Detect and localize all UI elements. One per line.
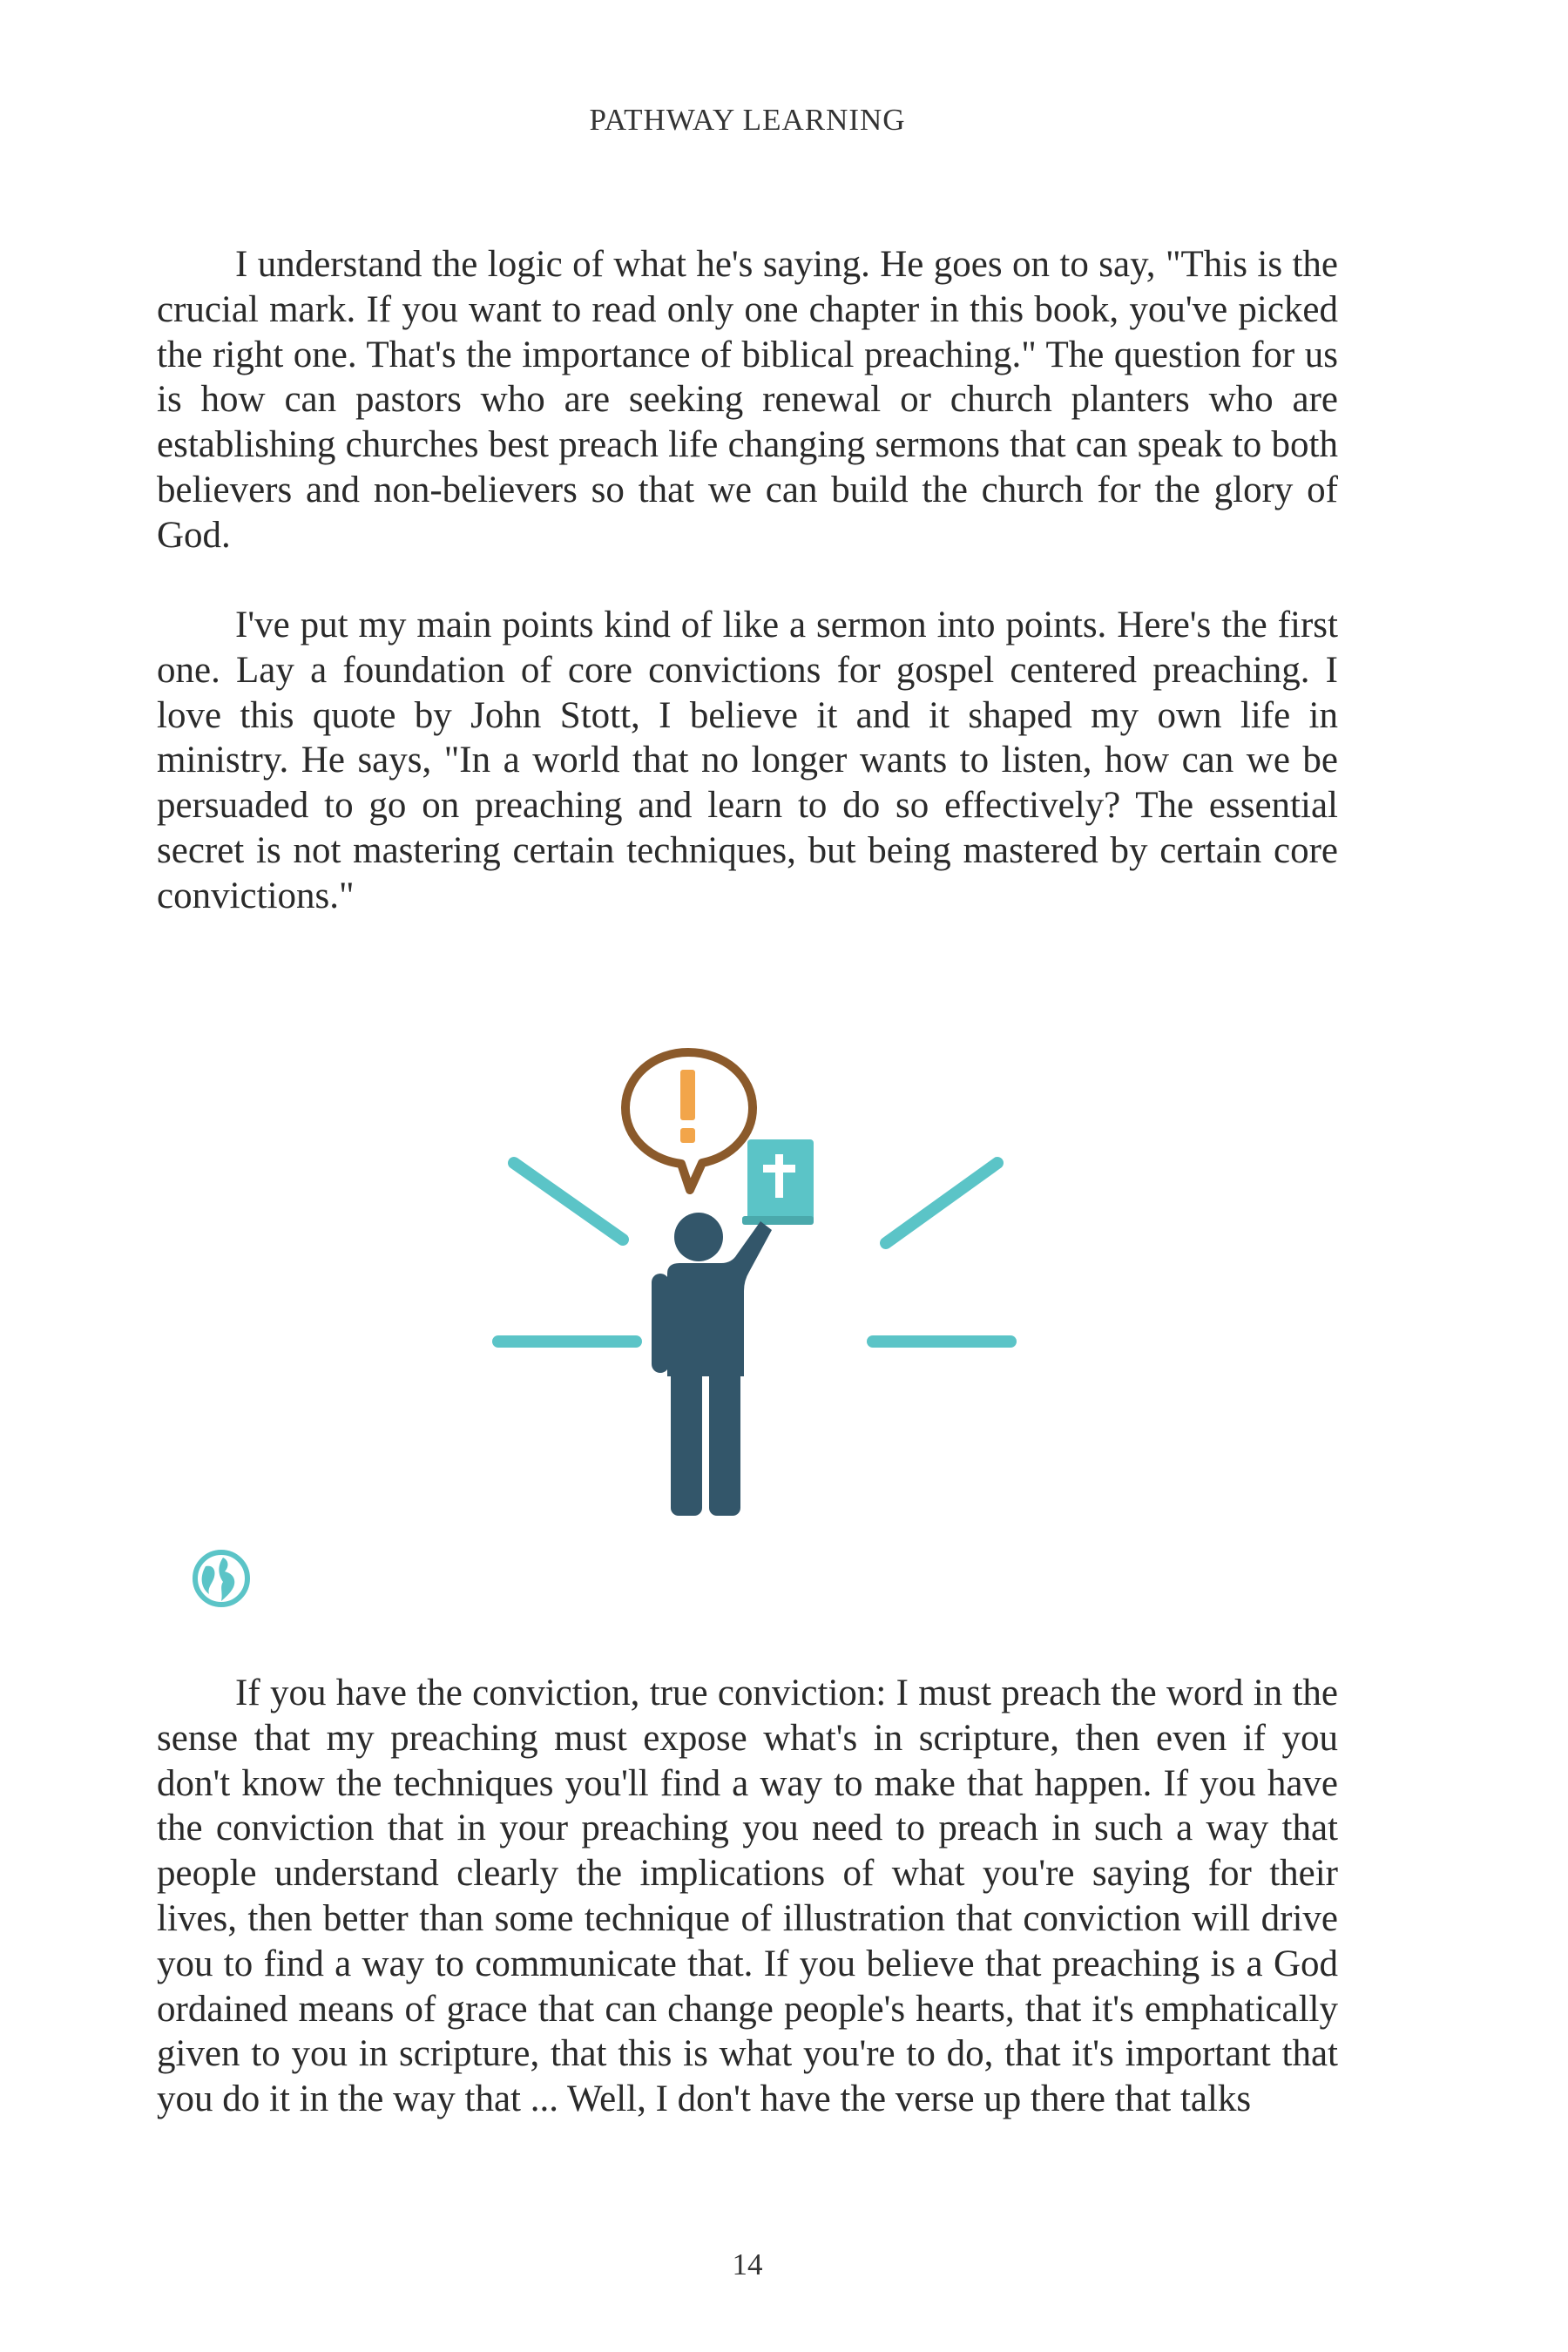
person-figure-icon — [652, 1213, 772, 1516]
bible-icon — [742, 1139, 814, 1225]
preacher-illustration — [470, 993, 1080, 1551]
body-paragraph-2: I've put my main points kind of like a sermon into points. Here's the first one. Lay a foundation of core convictions for gospel centered preaching. I love this quote by John Stott, I believe it and it shaped my own life in ministry. He says, "In a world that no longer wants to listen, how can we be persuaded to go on preaching and learn to do so effectively? The essential secret is not mastering certain techniques, but being mastered by certain core convictions." — [157, 605, 1338, 916]
speech-bubble-icon — [625, 1052, 753, 1190]
body-paragraph-1: I understand the logic of what he's saying. He goes on to say, "This is the crucial mark. If you want to read only one chapter in this book, you've picked the right one. That's the importance of biblical preaching." The question for us is how can pastors who are seeking renewal or church planters who are establishing churches best preach life changing sermons that can speak to both believers and non-believers so that we can build the church for the glory of God. — [157, 244, 1338, 556]
ray-upper-right — [886, 1163, 997, 1243]
globe-icon — [190, 1547, 253, 1610]
ray-upper-left — [514, 1163, 623, 1240]
body-paragraph-3: If you have the conviction, true conviction: I must preach the word in the sense that my preaching must expose what's in scripture, then even if you don't know the techniques you'll find a way to make that happen. If you have the conviction that in your preaching you need to preach in such a way that people understand clearly the implications of what you're saying for their lives, then better than some technique of illustration that conviction will drive you to find a way to communicate that. If you believe that preaching is a God ordained means of grace that can change people's hearts, that it's emphatically given to you in scripture, that this is what you're to do, that it's important that you do it in the way that ... Well, I don't have the verse up there that talks — [157, 1673, 1338, 2120]
running-header: PATHWAY LEARNING — [589, 103, 906, 137]
page-number: 14 — [732, 2247, 763, 2281]
